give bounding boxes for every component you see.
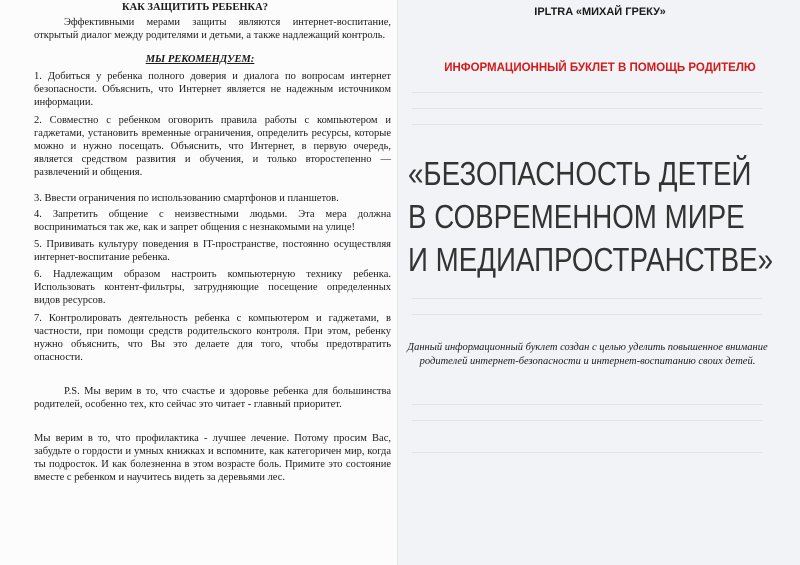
bleed-through-line bbox=[412, 404, 762, 405]
bleed-through-line bbox=[412, 298, 762, 299]
main-title-line: В СОВРЕМЕННОМ МИРЕ bbox=[408, 198, 745, 235]
closing-paragraph: Мы верим в то, что профилактика - лучшее лечение. Потому просим Вас, забудьте о гордости и умных книжках и вспомните, как категоричен мир, когда ты подросток. И как болезненна в этом возрасте боль. Примите это состояние вместе с ребенком и научитесь видеть за деревьями лес. bbox=[34, 433, 391, 483]
recommend-heading: МЫ РЕКОМЕНДУЕМ: bbox=[145, 54, 255, 65]
left-page-title: КАК ЗАЩИТИТЬ РЕБЕНКА? bbox=[122, 2, 268, 13]
recommendation-item: 4. Запретить общение с неизвестными людьми. Эта мера должна восприниматься так же, как и запрет общения с незнакомыми на улице! bbox=[34, 209, 391, 233]
main-title bbox=[408, 152, 774, 281]
bleed-through-line bbox=[412, 452, 762, 453]
ps-paragraph: P.S. Мы верим в то, что счастье и здоровье ребенка для большинства родителей, особенно тех, кто сейчас это читает - главный приоритет. bbox=[34, 386, 391, 410]
recommendation-item: 6. Надлежащим образом настроить компьютерную технику ребенка. Использовать контент-фильтры, затрудняющие посещение определенных видов ресурсов. bbox=[34, 269, 391, 306]
bleed-through-line bbox=[412, 420, 762, 421]
intro-paragraph: Эффективными мерами защиты являются интернет-воспитание, открытый диалог между родителями и детьми, а также надлежащий контроль. bbox=[34, 17, 391, 41]
bleed-through-line bbox=[412, 124, 762, 125]
recommendation-item: 3. Ввести ограничения по использованию смартфонов и планшетов. bbox=[34, 193, 339, 204]
bleed-through-line bbox=[412, 92, 762, 93]
recommendation-item: 2. Совместно с ребенком оговорить правила работы с компьютером и гаджетами, установить временные ограничения, определить ресурсы, которые можно и нужно посещать. Объяснить, что Интернет, в первую очередь, является средством развития и обучения, и только второстепенно — развлечений и общения. bbox=[34, 115, 391, 178]
booklet-description: Данный информационный буклет создан с целью уделить повышенное внимание родителей интернет-безопасности и интернет-воспитанию своих детей. bbox=[407, 342, 768, 367]
bleed-through-line bbox=[412, 108, 762, 109]
booklet-banner: ИНФОРМАЦИОННЫЙ БУКЛЕТ В ПОМОЩЬ РОДИТЕЛЮ bbox=[444, 62, 756, 74]
main-title-line: «БЕЗОПАСНОСТЬ ДЕТЕЙ bbox=[408, 155, 752, 192]
recommendation-item: 5. Прививать культуру поведения в IT-пространстве, постоянно осуществляя интернет-воспитание ребенка. bbox=[34, 239, 391, 263]
main-title-line: И МЕДИАПРОСТРАНСТВЕ» bbox=[408, 241, 774, 278]
recommendation-item: 1. Добиться у ребенка полного доверия и диалога по вопросам интернет безопасности. Объяснить, что Интернет является не надежным источником информации. bbox=[34, 71, 391, 108]
recommendation-item: 7. Контролировать деятельность ребенка с компьютером и гаджетами, в частности, при помощи средств родительского контроля. При этом, ребенку нужно объяснить, что Вы это делаете для того, чтобы предотвратить опасности. bbox=[34, 313, 391, 363]
right-page bbox=[398, 0, 800, 565]
school-name: IPLTRA «МИХАЙ ГРЕКУ» bbox=[534, 6, 666, 18]
bleed-through-line bbox=[412, 314, 762, 315]
